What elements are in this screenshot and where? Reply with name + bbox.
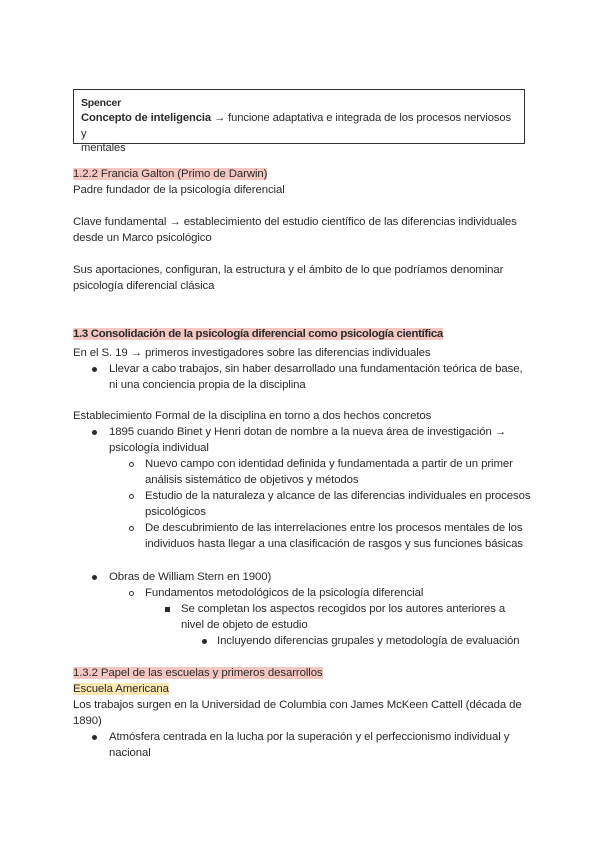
galton-line-3: desde un Marco psicológico xyxy=(73,232,212,244)
s13-sub1-line1: Nuevo campo con identidad definida y fundamentada a partir de un primer xyxy=(145,458,513,470)
s13-establishment: Establecimiento Formal de la disciplina en torno a dos hechos concretos xyxy=(73,410,432,422)
spencer-text-rest: → funcione adaptativa e integrada de los procesos nerviosos y xyxy=(81,112,511,140)
s13-intro: En el S. 19 → primeros investigadores sobre las diferencias individuales xyxy=(73,347,431,359)
bullet-icon xyxy=(202,639,207,644)
s132-bullet1-line2: nacional xyxy=(109,747,151,759)
s13-bullet1-line1: Llevar a cabo trabajos, sin haber desarrollado una fundamentación teórica de base, xyxy=(109,363,523,375)
s13-bullet2-line2: psicología individual xyxy=(109,442,209,454)
s13-sub3-line2: individuos hasta llegar a una clasificación de rasgos y sus funciones básicas xyxy=(145,538,523,550)
spencer-title: Spencer xyxy=(81,97,122,109)
circle-bullet-icon xyxy=(129,591,134,596)
s13-subsub1-line2: nivel de objeto de estudio xyxy=(181,619,308,631)
s132-bullet1-line1: Atmósfera centrada en la lucha por la superación y el perfeccionismo individual y xyxy=(109,731,510,743)
s13-sub3-line1: De descubrimiento de las interrelaciones entre los procesos mentales de los xyxy=(145,522,523,534)
s13-sub4: Fundamentos metodológicos de la psicología diferencial xyxy=(145,587,424,599)
spencer-box xyxy=(73,89,525,154)
galton-line-5: psicología diferencial clásica xyxy=(73,280,215,292)
s13-bullet2-line1: 1895 cuando Binet y Henri dotan de nombre a la nueva área de investigación → xyxy=(109,426,507,438)
bullet-icon xyxy=(92,575,97,580)
spencer-concept-label: Concepto de inteligencia xyxy=(81,112,212,124)
s13-sub1-line2: análisis sistemático de objetivos y métodos xyxy=(145,474,359,486)
circle-bullet-icon xyxy=(129,494,134,499)
s13-deep1: Incluyendo diferencias grupales y metodología de evaluación xyxy=(217,635,520,647)
spencer-text-line2: mentales xyxy=(81,142,126,154)
s132-line1: Los trabajos surgen en la Universidad de Columbia con James McKeen Cattell (década de xyxy=(73,699,522,711)
s13-bullet1-line2: ni una conciencia propia de la disciplina xyxy=(109,379,306,391)
s13-bullet3: Obras de William Stern en 1900) xyxy=(109,571,272,583)
galton-line-1: Padre fundador de la psicología diferencial xyxy=(73,184,285,196)
circle-bullet-icon xyxy=(129,462,134,467)
bullet-icon xyxy=(92,735,97,740)
section-122-heading: 1.2.2 Francia Galton (Primo de Darwin) xyxy=(73,168,268,180)
section-132-heading: 1.3.2 Papel de las escuelas y primeros desarrollos xyxy=(73,667,323,679)
s13-sub2-line1: Estudio de la naturaleza y alcance de las diferencias individuales en procesos xyxy=(145,490,531,502)
galton-line-2: Clave fundamental → establecimiento del estudio científico de las diferencias individuales xyxy=(73,216,517,228)
bullet-icon xyxy=(92,367,97,372)
s132-line2: 1890) xyxy=(73,715,102,727)
section-13-heading: 1.3 Consolidación de la psicología diferencial como psicología científica xyxy=(73,328,443,340)
s13-subsub1-line1: Se completan los aspectos recogidos por los autores anteriores a xyxy=(181,603,506,615)
galton-line-4: Sus aportaciones, configuran, la estructura y el ámbito de lo que podríamos denominar xyxy=(73,264,504,276)
s13-sub2-line2: psicológicos xyxy=(145,506,206,518)
spencer-text xyxy=(81,110,517,142)
section-132-subheading: Escuela Americana xyxy=(73,683,169,695)
circle-bullet-icon xyxy=(129,526,134,531)
square-bullet-icon xyxy=(165,607,170,612)
bullet-icon xyxy=(92,430,97,435)
